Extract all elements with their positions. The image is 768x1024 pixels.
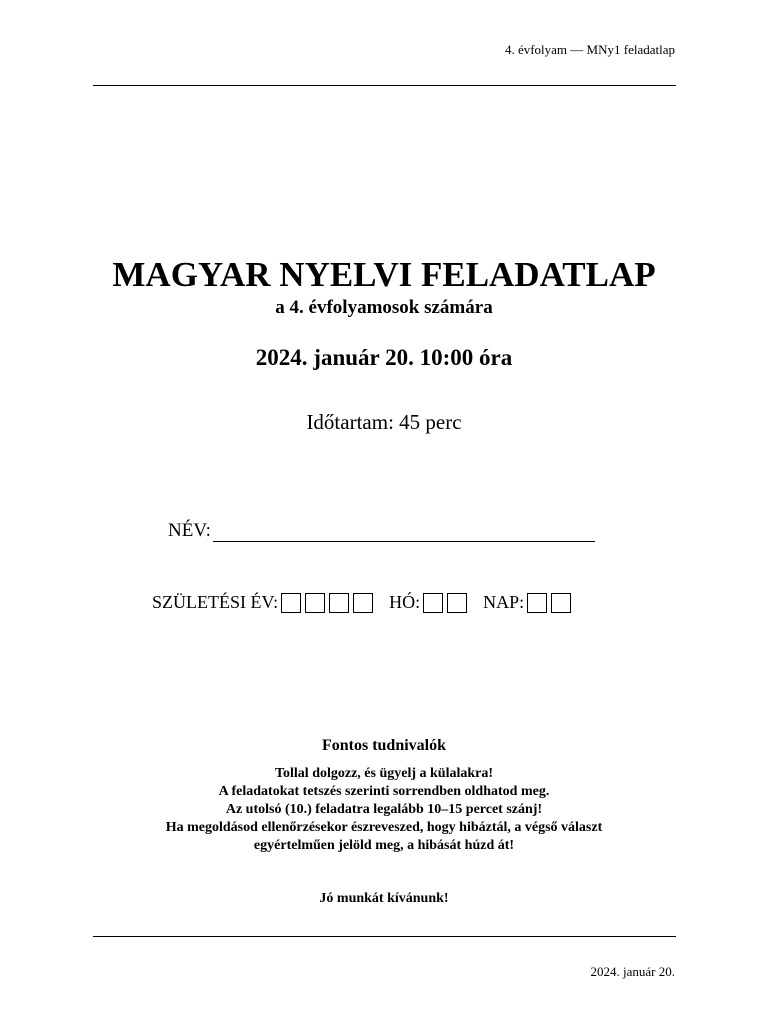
page-subtitle: a 4. évfolyamosok számára <box>275 297 493 318</box>
birth-year-box[interactable] <box>329 593 349 613</box>
exam-duration: Időtartam: 45 perc <box>306 410 462 434</box>
name-label: NÉV: <box>168 520 211 541</box>
birth-year-box[interactable] <box>281 593 301 613</box>
footer-divider <box>93 936 676 937</box>
exam-date: 2024. január 20. 10:00 óra <box>255 345 513 370</box>
birth-year-box[interactable] <box>353 593 373 613</box>
birth-day-boxes <box>527 593 575 613</box>
birth-day-label: NAP: <box>483 592 525 612</box>
birth-month-box[interactable] <box>423 593 443 613</box>
name-field[interactable] <box>213 521 595 542</box>
info-text <box>0 765 768 855</box>
info-line: Tollal dolgozz, és ügyelj a külalakra! <box>274 766 494 781</box>
birth-day-box[interactable] <box>551 593 571 613</box>
footer-date: 2024. január 20. <box>590 964 675 979</box>
closing-text: Jó munkát kívánunk! <box>319 891 449 906</box>
info-line: Ha megoldásod ellenőrzésekor észreveszed, hogy hibáztál, a végső választ <box>165 820 603 835</box>
info-line: A feladatokat tetszés szerinti sorrendben oldhatod meg. <box>218 784 550 799</box>
birth-date-row <box>152 592 575 613</box>
birth-day-box[interactable] <box>527 593 547 613</box>
birth-month-label: HÓ: <box>389 592 421 612</box>
info-line: egyértelműen jelöld meg, a hibását húzd át! <box>253 838 515 853</box>
birth-year-label: SZÜLETÉSI ÉV: <box>152 592 279 612</box>
info-heading: Fontos tudnivalók <box>321 737 447 754</box>
page-title: MAGYAR NYELVI FELADATLAP <box>112 255 656 294</box>
birth-month-box[interactable] <box>447 593 467 613</box>
header-divider <box>93 85 676 86</box>
info-line: Az utolsó (10.) feladatra legalább 10–15 percet szánj! <box>225 802 543 817</box>
header-text: 4. évfolyam — MNy1 feladatlap <box>504 42 675 57</box>
birth-year-boxes <box>281 593 377 613</box>
birth-month-boxes <box>423 593 471 613</box>
name-row <box>168 520 595 542</box>
birth-year-box[interactable] <box>305 593 325 613</box>
